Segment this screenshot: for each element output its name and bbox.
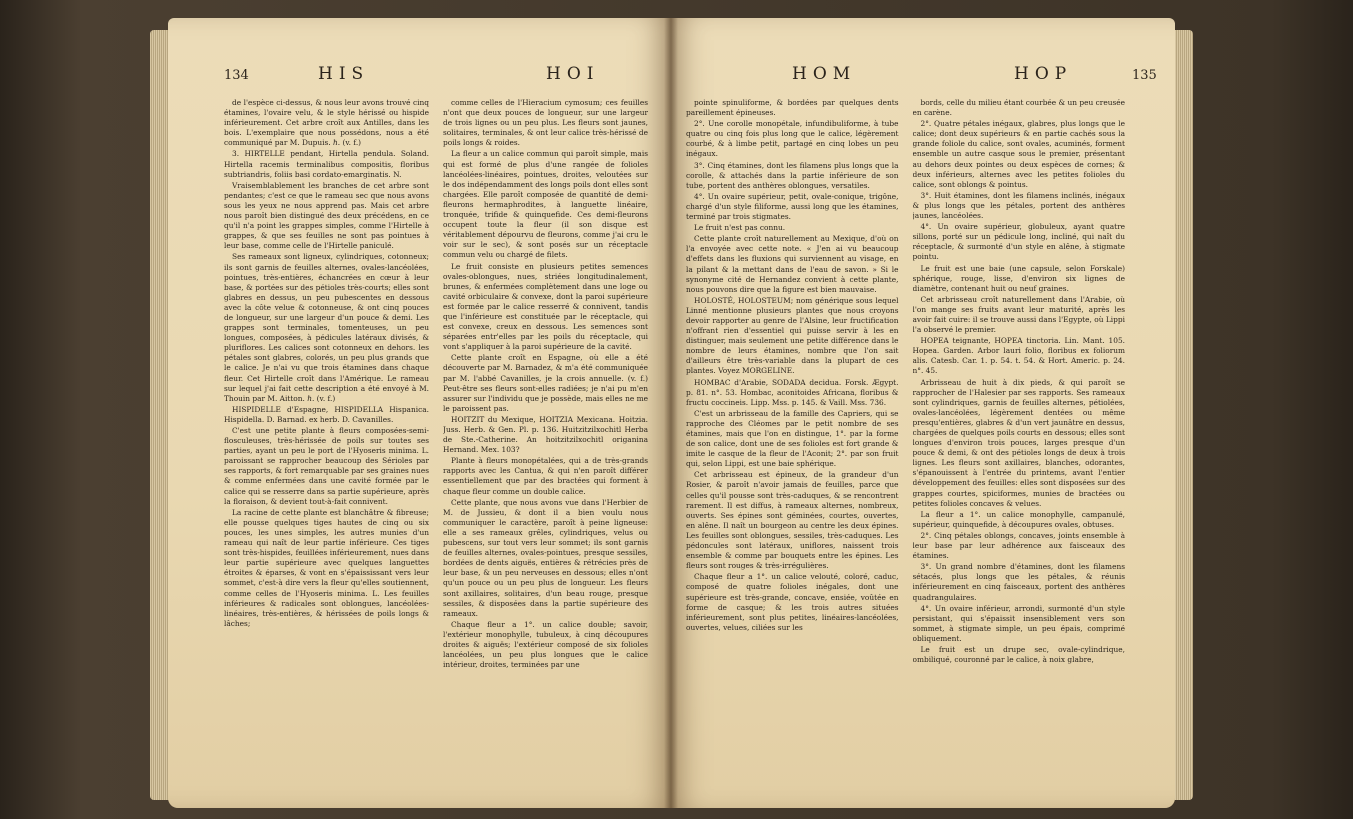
paragraph: 2°. Cinq pétales oblongs, concaves, joints ensemble à leur base par leur adhérence aux faisceaux des étamines.: [912, 530, 1125, 561]
left-column-2: [443, 98, 648, 790]
right-page: [670, 18, 1175, 808]
paragraph: HOLOSTÉ, HOLOSTEUM; nom générique sous lequel Linné mentionne plusieurs plantes que nous croyons devoir rapporter au genre de l'Alsine, leur fructification n'offrant rien d'essentiel qui puisse servir à les en distinguer, mais seulement une petite différence dans le nombre de leurs étamines, nombre que l'on sait d'ailleurs être très-variable dans la plupart de ces plantes. Voyez MORGELINE.: [686, 295, 899, 376]
paragraph: Chaque fleur a 1°. un calice double; savoir, l'extérieur monophylle, tubuleux, à cinq découpures droites & aiguës; l'extérieur composé de six folioles lancéolées, un peu plus longues que le calice intérieur, droites, terminées par une: [443, 619, 648, 670]
paragraph: 3°. Cinq étamines, dont les filamens plus longs que la corolle, & attachés dans la partie inférieure de son tube, portent des anthères oblongues, versatiles.: [686, 160, 899, 190]
paragraph: 3°. Huit étamines, dont les filamens inclinés, inégaux & plus longs que les pétales, portent des anthères jaunes, lancéolées.: [912, 190, 1125, 221]
paragraph: Cette plante croît naturellement au Mexique, d'où on l'a envoyée avec cette note. « J'en ai vu beaucoup d'effets dans les fluxions qui surviennent au visage, en la pilant & la mettant dans de l'eau de savon. » Si le synonyme cité de Hernandez convient à cette plante, nous pouvons dire que la figure est bien mauvaise.: [686, 234, 899, 294]
left-running-head: [168, 64, 670, 92]
left-page-number: 134: [224, 68, 249, 83]
paragraph: La fleur a 1°. un calice monophylle, campanulé, supérieur, quinquefide, à découpures ovales, obtuses.: [912, 509, 1125, 529]
paragraph: de l'espèce ci-dessus, & nous leur avons trouvé cinq étamines, l'ovaire velu, & le style hérissé ou hispide inférieurement. Cet arbre croît aux Antilles, dans les bois. L'exemplaire que nous possédons, nous a été communiqué par M. Dupuis. ℏ. (v. f.): [224, 98, 429, 148]
paragraph: La fleur a un calice commun qui paroît simple, mais qui est formé de plus d'une rangée de folioles lancéolées-linéaires, pointues, droites, veloutées sur le dos indépendamment des longs poils dont elles sont chargées. Elle paroît composée de quantité de demi-fleurons hermaphrodites, à languette linéaire, tronquée, trifide & quinquefide. Ces demi-fleurons occupent toute la fleur (il son disque est véritablement dépourvu de fleurons, comme j'ai cru le voir sur le sec), & sont posés sur un réceptacle commun velu ou chargé de filets.: [443, 149, 648, 260]
paragraph: HOPEA teignante, HOPEA tinctoria. Lin. Mant. 105. Hopea. Garden. Arbor lauri folio, floribus ex foliorum alis. Catesb. Car. 1. p. 54. t. 54. & Hort. Americ. p. 24. n°. 45.: [912, 336, 1125, 376]
left-column-1: [224, 98, 429, 790]
paragraph: Cet arbrisseau croît naturellement dans l'Arabie, où l'on mange ses fruits avant leur maturité, après les avoir fait cuire: il se trouve aussi dans l'Egypte, où Lippi l'a observé le premier.: [912, 294, 1125, 335]
paragraph: 4°. Un ovaire supérieur, globuleux, ayant quatre sillons, porté sur un pédicule long, incliné, qui naît du réceptacle, & surmonté d'un style en alêne, à stigmate pointu.: [912, 222, 1125, 262]
paragraph: HOITZIT du Mexique, HOITZIA Mexicana. Hoitzia. Juss. Herb. & Gen. Pl. p. 136. Huitzitzilxochitl Herba de Ste.-Catherine. An hoitzitzilxochitl origanina Hernand. Mex. 103?: [443, 414, 648, 455]
paragraph: La racine de cette plante est blanchâtre & fibreuse; elle pousse quelques tiges hautes de cinq ou six pouces, les unes simples, les autres munies d'un rameau qui naît de leur partie inférieure. Ces tiges sont très-hispides, feuillées inférieurement, nues dans leur partie supérieure avec quelques languettes étroites & éparses, & vont en s'épaississant vers leur sommet, c'est-à dire vers la fleur qu'elles soutiennent, comme celles de l'Hyoseris minima. L. Les feuilles inférieures & radicales sont oblongues, lancéolées-linéaires, très-entières, & hérissées de poils longs & lâches;: [224, 507, 429, 628]
left-head-word-1: HIS: [318, 64, 370, 84]
paragraph: Le fruit est un drupe sec, ovale-cylindrique, ombiliqué, couronné par le calice, à noix glabre,: [912, 644, 1125, 665]
paragraph: Plante à fleurs monopétalées, qui a de très-grands rapports avec les Cantua, & qui n'en paroît différer essentiellement que par des bractées qui forment à chaque fleur comme un double calice.: [443, 456, 648, 496]
paragraph: Vraisemblablement les branches de cet arbre sont pendantes; c'est ce que le rameau sec que nous avons sous les yeux ne nous apprend pas. Mais cet arbre nous paroît bien distingué des deux précédens, en ce qu'il n'a point les grappes simples, comme l'Hirtelle à grappes, & que ses feuilles ne sont pas pointues à leur base, comme celle de l'Hirtelle paniculé.: [224, 180, 429, 251]
paragraph: Arbrisseau de huit à dix pieds, & qui paroît se rapprocher de l'Halesier par ses rapports. Ses rameaux sont cylindriques, garnis de feuilles alternes, pétiolées, ovales-lancéolées, légèrement dentées ou même presqu'entières, glabres & d'un vert jaunâtre en dessus, chargées de quelques poils courts en dessous; elles sont longues d'environ trois pouces, larges presque d'un pouce & demi, & ont des pétioles longs de deux à trois lignes. Les fleurs sont axillaires, blanches, odorantes, s'épanouissent à l'entrée du printems, avant l'entier développement des feuilles: elles sont disposées sur des grappes courtes, spiciformes, munies de bractées ou petites folioles concaves & velues.: [912, 377, 1125, 508]
paragraph: C'est un arbrisseau de la famille des Capriers, qui se rapproche des Cléomes par le petit nombre de ses étamines, mais que l'on en distingue, 1°. par la forme de son calice, dont une de ses folioles est fort grande & imite le casque de la fleur de l'Aconit; 2°. par son fruit qui, selon Lippi, est une baie sphérique.: [686, 408, 899, 469]
right-page-edges: [1173, 30, 1193, 800]
left-page-edges: [150, 30, 170, 800]
paragraph: 2°. Quatre pétales inégaux, glabres, plus longs que le calice; dont deux supérieurs & en partie cachés sous la grande foliole du calice, sont ovales, acuminés, forment ensemble un autre casque sous le premier, présentant au dehors deux pointes ou deux espèces de cornes; & deux inférieurs, alternes avec les petites folioles du calice, sont oblongs & pointus.: [912, 119, 1125, 189]
left-head-word-2: HOI: [546, 64, 600, 84]
paragraph: 3°. Un grand nombre d'étamines, dont les filamens sétacés, plus longs que les pétales, & réunis inférieurement en cinq faisceaux, portent des anthères quadrangulaires.: [912, 562, 1125, 602]
paragraph: Cette plante croît en Espagne, où elle a été découverte par M. Barnadez, & m'a été communiquée par M. l'abbé Cavanilles, je la crois annuelle. (v. f.) Peut-être ses fleurs sont-elles radiées; je n'ai pu m'en assurer sur l'individu que je possède, mais elles ne me le paroissent pas.: [443, 353, 648, 413]
right-column-2: [913, 98, 1126, 790]
right-page-number: 135: [1132, 68, 1157, 83]
paragraph: comme celles de l'Hieracium cymosum; ces feuilles n'ont que deux pouces de longueur, sur une largeur de trois lignes ou un peu plus. Les fleurs sont jaunes, solitaires, terminales, & ont leur calice très-hérissé de poils longs & roides.: [443, 98, 648, 148]
paragraph: bords, celle du milieu étant courbée & un peu creusée en carène.: [912, 98, 1125, 118]
paragraph: pointe spinuliforme, & bordées par quelques dents pareillement épineuses.: [686, 98, 899, 118]
right-column-1: [686, 98, 899, 790]
right-head-word-2: HOP: [1014, 64, 1073, 84]
paragraph: Ses rameaux sont ligneux, cylindriques, cotonneux; ils sont garnis de feuilles alternes, ovales-lancéolées, pointues, très-entières, échancrées en cœur à leur base, & portées sur des pétioles très-courts; elles sont glabres en dessus, un peu pubescentes en dessous avec la côte velue & cotonneuse, & ont cinq pouces de longueur, sur une largeur d'un pouce & demi. Les grappes sont terminales, tomenteuses, un peu longues, composées, à pédicules latéraux divisés, & pluriflores. Les calices sont cotonneux en dehors. les pétales sont glabres, colorés, un peu plus grands que le calice. Je n'ai vu que trois étamines dans chaque fleur. Cet Hirtelle croît dans l'Amérique. Le rameau sur lequel j'ai fait cette description a été envoyé à M. Thouin par M. Aitton. ℏ. (v. f.): [224, 252, 429, 403]
paragraph: HISPIDELLE d'Espagne, HISPIDELLA Hispanica. Hispidella. D. Barnad. ex herb. D. Cavanilles.: [224, 404, 429, 424]
left-page: [168, 18, 670, 808]
paragraph: 4°. Un ovaire supérieur, petit, ovale-conique, trigône, chargé d'un style filiforme, aussi long que les étamines, terminé par trois stigmates.: [686, 191, 899, 222]
paragraph: Le fruit est une baie (une capsule, selon Forskale) sphérique, rouge, lisse, d'environ six lignes de diamètre, contenant huit ou neuf graines.: [912, 263, 1125, 293]
paragraph: 2°. Une corolle monopétale, infundibuliforme, à tube quatre ou cinq fois plus long que le calice, légèrement courbé, & à limbe petit, partagé en cinq lobes un peu inégaux.: [686, 119, 899, 159]
right-head-word-1: HOM: [792, 64, 857, 84]
paragraph: Cette plante, que nous avons vue dans l'Herbier de M. de Jussieu, & dont il a bien voulu nous communiquer le caractère, paroît à peine ligneuse: elle a ses rameaux grêles, cylindriques, velus ou pubescens, sur tout vers leur sommet; ils sont garnis de feuilles alternes, ovales-pointues, presque sessiles, bordées de dents aiguës, entières & rétrécies près de leur base, & un peu nerveuses en dessous; elles n'ont qu'un pouce ou un peu plus de longueur. Les fleurs sont axillaires, solitaires, d'un beau rouge, presque sessiles, & disposées dans la partie supérieure des rameaux.: [443, 497, 648, 618]
paragraph: C'est une petite plante à fleurs composées-semi-flosculeuses, très-hérissée de poils sur toutes ses parties, ayant un peu le port de l'Hyoseris minima. L. paroissant se rapprocher beaucoup des Sérioles par ses rapports, & fort remarquable par ses graines nues & comme enfermées dans une cavité formée par le calice qui se resserre dans sa partie supérieure, après la floraison, & devient tout-à-fait connivent.: [224, 426, 429, 506]
paragraph: HOMBAC d'Arabie, SODADA decidua. Forsk. Ægypt. p. 81. n°. 53. Hombac, aconitoides Africana, floribus & fructu coccineis. Lipp. Mss. p. 145. & Vaill. Mss. 736.: [686, 377, 899, 407]
paragraph: Chaque fleur a 1°. un calice velouté, coloré, caduc, composé de quatre folioles inégales, dont une supérieure est très-grande, concave, ensiée, voûtée en forme de casque; & les trois autres situées inférieurement, sont plus petites, linéaires-lancéolées, ouvertes, velues, ciliées sur les: [686, 572, 899, 632]
paragraph: Le fruit consiste en plusieurs petites semences ovales-oblongues, nues, striées longitudinalement, brunes, & enfermées complètement dans une loge ou cavité orbiculaire & convexe, dont la paroi supérieure est formée par le calice resserré & connivent, tandis que l'inférieure est constituée par le réceptacle, qui est convexe, creux en dessous. Les semences sont séparées entr'elles par les poils du réceptacle, qui vont s'appliquer à la paroi supérieure de la cavité.: [443, 261, 648, 352]
paragraph: Cet arbrisseau est épineux, de la grandeur d'un Rosier, & paroît n'avoir jamais de feuilles, parce que celles qu'il pousse sont très-caduques, & se rencontrent rarement. Il est diffus, à rameaux alternes, nombreux, ouverts. Ses épines sont géminées, courtes, ouvertes, en alêne. Il naît un bourgeon au centre les deux épines. Les feuilles sont oblongues, sessiles, très-caduques. Les pédoncules sont latéraux, uniflores, naissent trois ensemble & comme par bouquets entre les épines. Les fleurs sont rouges & très-irrégulières.: [686, 470, 899, 571]
paragraph: 4°. Un ovaire inférieur, arrondi, surmonté d'un style persistant, qui s'épaissit insensiblement vers son sommet, à stigmate simple, un peu épais, comprimé obliquement.: [912, 603, 1125, 643]
book-gutter: [664, 18, 678, 808]
paragraph: 3. HIRTELLE pendant, Hirtella pendula. Soland. Hirtella racemis terminalibus compositis, floribus subtriandris, foliis basi cordato-emarginatis. N.: [224, 149, 429, 179]
paragraph: Le fruit n'est pas connu.: [694, 223, 786, 233]
right-running-head: [670, 64, 1175, 92]
